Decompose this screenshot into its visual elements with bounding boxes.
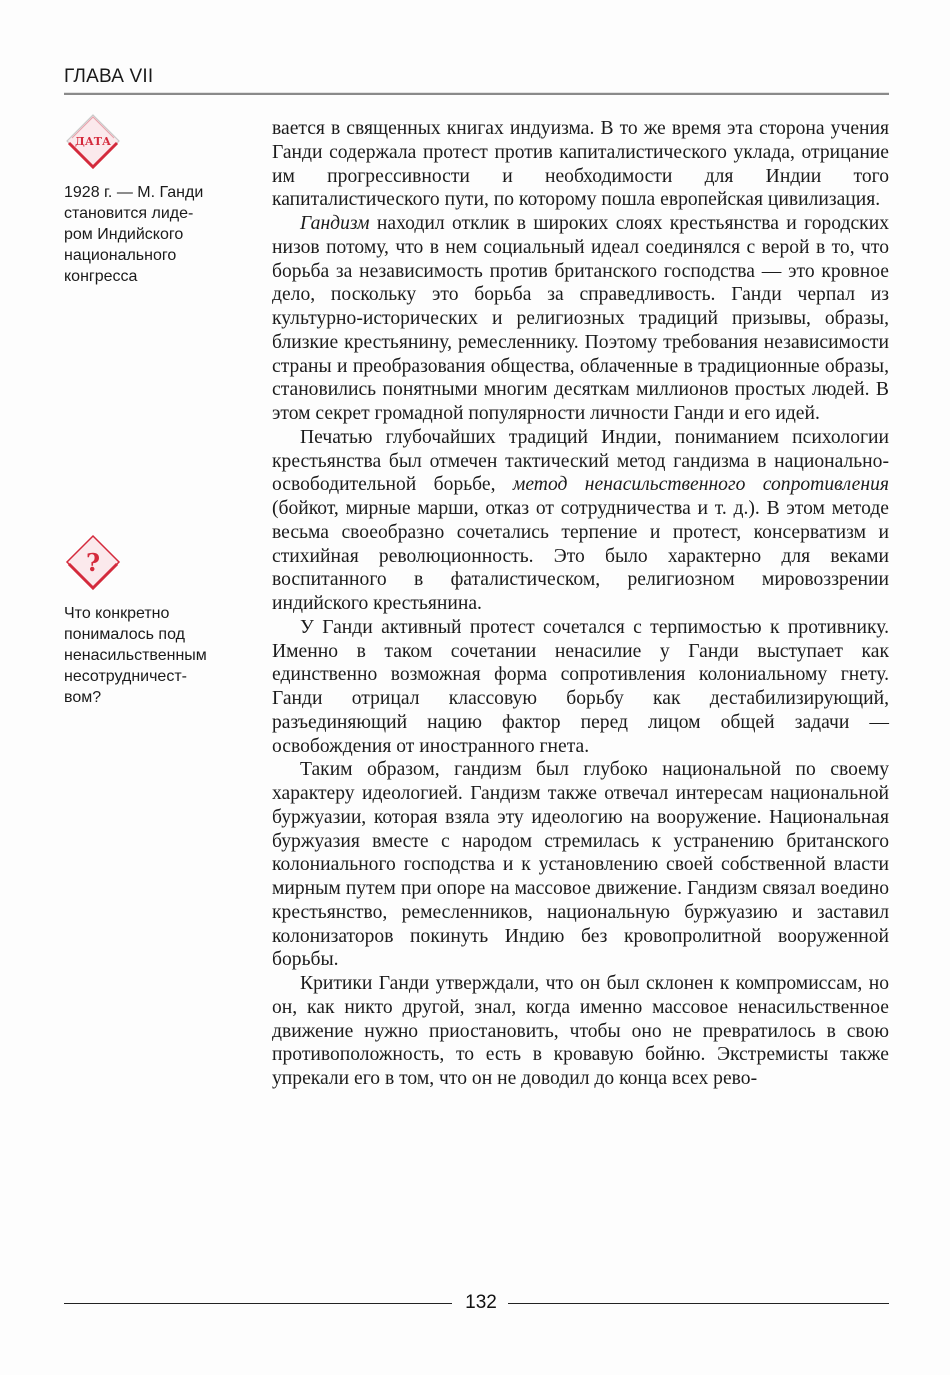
page-number: 132 <box>465 1292 497 1313</box>
page-footer <box>64 1292 889 1316</box>
paragraph: Таким образом, гандизм был глубоко национальной по своему характеру идеологией. Гандизм также отвечал интересам национальной буржуазии, которая взяла эту идеологию на вооружение. Национальная буржуазия вместе с народом стремилась к устранению британского колониального господства и к установлению своей собственной власти мирным путем при опоре на массовое движение. Гандизм связал воедино крестьянство, ремесленников, национальную буржуазию и заставил колонизаторов покинуть Индию без кровопролитной вооруженной борьбы. <box>272 759 889 971</box>
footer-rule-left <box>64 1303 452 1304</box>
paragraph <box>272 426 889 616</box>
question-note-line: вом? <box>64 689 102 706</box>
body-text <box>272 117 889 1091</box>
date-note-line: конгресса <box>64 268 138 285</box>
question-badge-icon <box>64 533 122 591</box>
date-badge-text: ДАТА <box>75 135 111 148</box>
paragraph: вается в священных книгах индуизма. В то же время эта сторона учения Ганди содержала протест против капиталистического уклада, отрицание им прогрессивности и необходимости для Индии того капиталистического пути, по которому пошла европейская цивилизация. <box>272 118 889 211</box>
date-note-line: 1928 г. — М. Ганди <box>64 184 204 201</box>
date-note-line: национального <box>64 247 177 264</box>
question-badge-text: ? <box>85 548 101 577</box>
question-note-line: Что конкретно <box>64 605 170 622</box>
question-note-line: несотрудничест- <box>64 668 187 685</box>
question-note-line: ненасильственным <box>64 647 207 664</box>
date-note-line: становится лиде- <box>64 205 194 222</box>
question-note <box>64 533 249 708</box>
paragraph: У Ганди активный протест сочетался с терпимостью к противнику. Именно в таком сочетании ненасилие у Ганди выступает как единственно возможная форма сопротивления колониальному гнету. Ганди отрицал классовую борьбу как дестабилизирующий, разъединяющий нацию фактор перед лицом общей задачи — освобождения от иностранного гнета. <box>272 616 889 757</box>
question-note-line: понималось под <box>64 626 185 643</box>
footer-rule-right <box>508 1303 889 1304</box>
paragraph <box>272 212 889 426</box>
paragraph-text: (бойкот, мирные марши, отказ от сотрудничества и т. д.). В этом методе весьма своеобразно сочетались терпение и протест, консерватизм и стихийная революционность. Это было характерно для веками воспитанного в фаталистическом, религиозном мировоззрении индийского крестьянина. <box>272 498 889 614</box>
chapter-header: ГЛАВА VII <box>64 66 154 87</box>
header-rule <box>64 92 889 95</box>
term-nonviolent-resistance: метод ненасильственного сопротивления <box>512 474 889 496</box>
term-gandhism: Гандизм <box>300 213 370 234</box>
date-note-line: ром Индийского <box>64 226 184 243</box>
paragraph-text: находил отклик в широких слоях крестьянства и городских низов потому, что в нем социальный идеал соединялся с верой в то, что борьба за независимость против британского господства — это кровное дело, поскольку это борьба за справедливость. Ганди черпал из культурно-исторических и религиозных традиций призывы, образы, близкие крестьянину, ремесленнику. Поэтому требования независимости страны и преобразования общества, облаченные в традиционные образы, становились понятными многим десяткам миллионов простых людей. В этом секрет громадной популярности личности Ганди и его идей. <box>272 213 889 424</box>
paragraph: Критики Ганди утверждали, что он был склонен к компромиссам, но он, как никто другой, знал, когда именно массовое ненасильственное движение нужно приостановить, чтобы оно не превратилось в свою противоположность, то есть в кровавую бойню. Экстремисты также упрекали его в том, что он не доводил до конца всех рево- <box>272 973 889 1089</box>
date-note <box>64 112 249 287</box>
paragraph-text: Печатью глубочайших традиций Индии, пониманием психологии крестьянства был отмечен тактический метод гандизма в национально-освободительной борьбе, <box>272 426 889 496</box>
date-badge-icon <box>64 112 122 170</box>
